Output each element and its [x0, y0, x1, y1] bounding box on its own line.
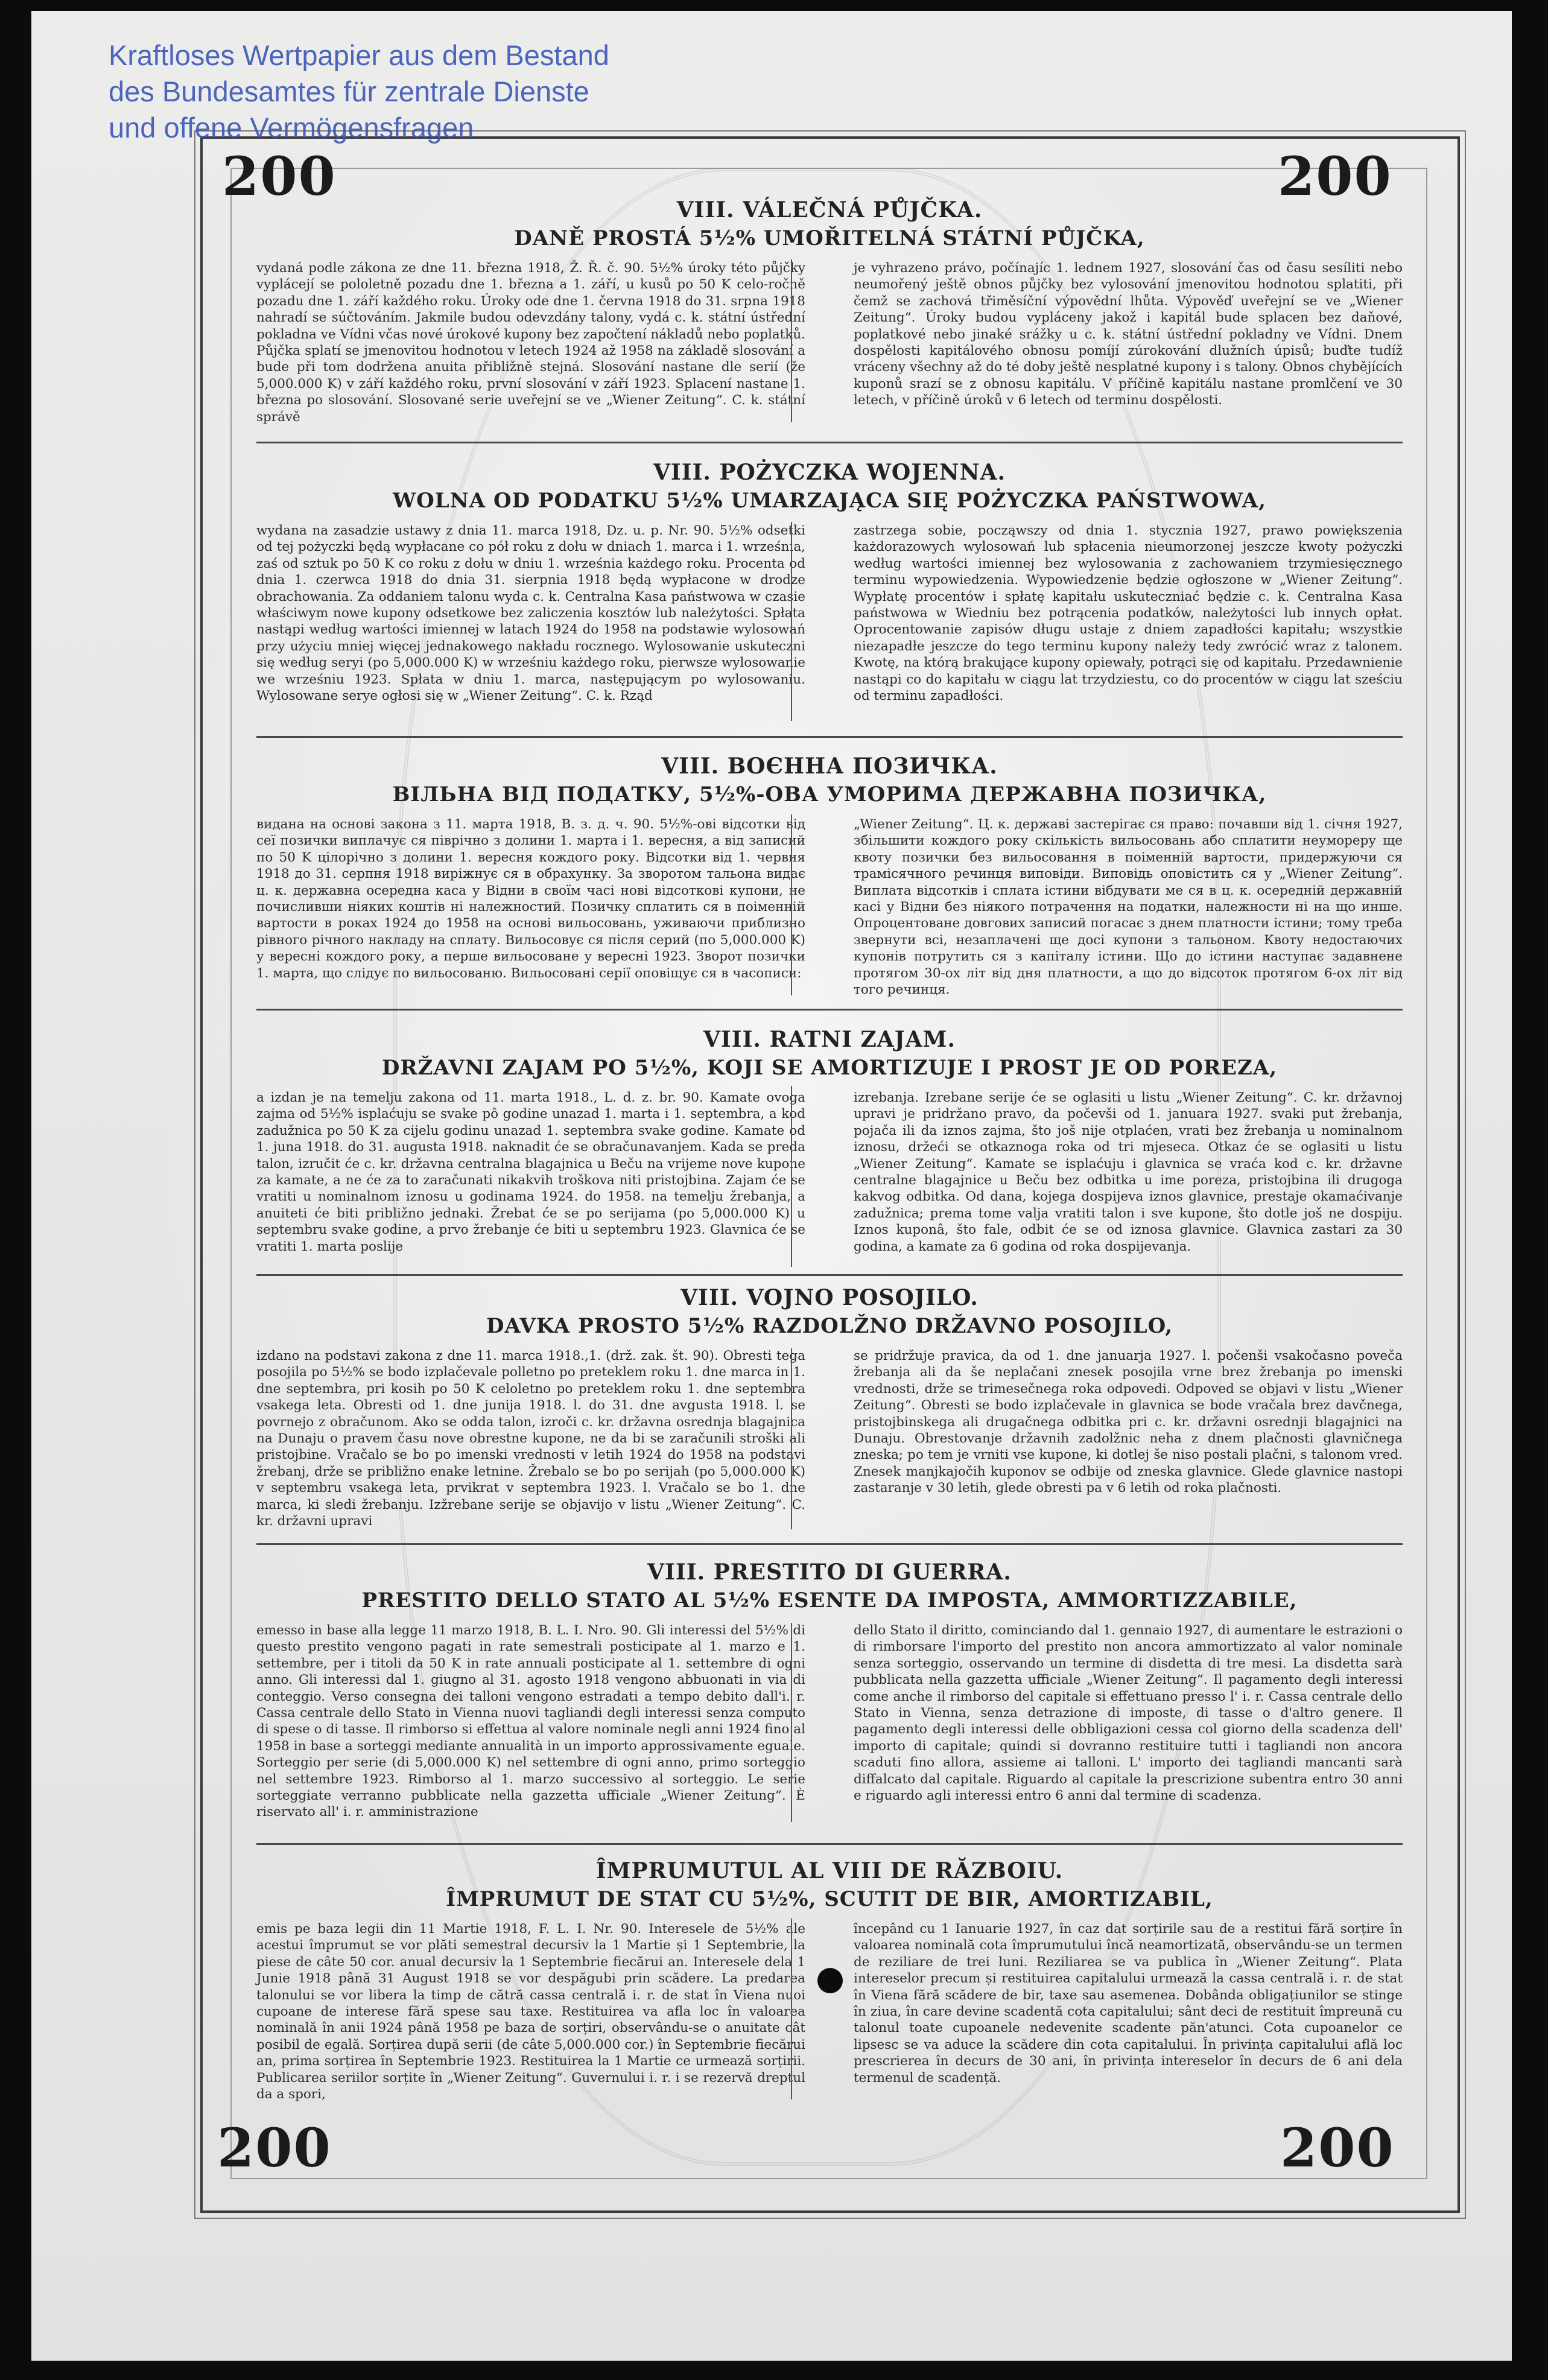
section-separator [256, 442, 1403, 443]
text-right: dello Stato il diritto, cominciando dal 1. gennaio 1927, di aumentare le estrazioni o di rimborsare l'importo del prestito non ancora ammortizzato al valor nominale senza sorteggio, osservando un termine di disdetta di tre mesi. La disdetta sarà pubblicata nella gazzetta ufficiale „Wiener Zeitung“. Il pagamento degli interessi come anche il rimborso del capitale si effettuano presso l' i. r. Cassa centrale dello Stato in Vienna, senza detrazione di imposte, di tasse o d'altro genere. Il pagamento degli interessi delle obbligazioni cessa col giorno della scadenza dell' importo di capitale; quindi si dovranno restituire tutti i tagliandi non ancora scaduti fino allora, assieme ai talloni. L' importo dei tagliandi mancanti sarà diffalcato dal capitale. Riguardo al capitale la prescrizione subentra entro 30 anni e riguardo agli interessi entro 6 anni dal termine di scadenza. [854, 1623, 1403, 1804]
column-divider [791, 1348, 792, 1529]
denomination-bottom-right: 200 [1280, 2116, 1395, 2179]
column-divider [791, 522, 792, 721]
column-divider [791, 1623, 792, 1822]
section-subtitle: WOLNA OD PODATKU 5½% UMARZAJĄCA SIĘ POŻYCZKA PAŃSTWOWA, [393, 489, 1266, 513]
section-title: VIII. VOJNO POSOJILO. [680, 1285, 979, 1310]
invalidation-stamp [109, 37, 772, 146]
section-title: VIII. PRESTITO DI GUERRA. [647, 1560, 1012, 1585]
section-subtitle: ВІЛЬНА ВІД ПОДАТКУ, 5½%-ОВА УМОРИМА ДЕРЖАВНА ПОЗИЧКА, [392, 782, 1267, 807]
column-divider [791, 814, 792, 995]
text-right: „Wiener Zeitung“. Ц. к. державі застерігає ся право: почавши від 1. січня 1927, збільшити кождого року скількість вильосовань або сплатити неумореру ще квоту позички без вильосовання в поіменній вартости, придержуючи ся трамісячного речинця виповіди. Виповідь оповістить ся у „Wiener Zeitung“. Виплата відсотків і сплата істини вібдувати ме ся в ц. к. осередній державній касі у Відни без ніякого потрачення на податки, належности ні на що инше. Опроцентоване довгових записий погасає з днем платности істини; тому треба звернути всі, незаплачені ще досі купони з тальоном. Квоту недостаючих купонів потрутить ся з капіталу істини. Що до істини наступає задавнене протягом 30-ох літ від дня платности, а що до відсоток протягом 6-ох літ від того речинця. [854, 817, 1403, 998]
section-polish [256, 459, 1403, 704]
section-title: VIII. POŻYCZKA WOJENNA. [653, 460, 1006, 485]
section-czech [256, 196, 1403, 425]
denomination-top-right: 200 [1278, 145, 1392, 208]
section-title: VIII. RATNI ZAJAM. [703, 1027, 956, 1052]
stamp-line-3: und offene Vermögensfragen [109, 112, 474, 144]
denomination-top-left: 200 [222, 145, 337, 208]
stamp-line-1: Kraftloses Wertpapier aus dem Bestand [109, 39, 609, 71]
section-separator [256, 1843, 1403, 1845]
text-right: je vyhrazeno právo, počínajíc 1. lednem 1927, slosování čas od času sesíliti nebo neumořený ještě obnos půjčky bez vylosování jmenovitou hodnotou splatiti, při čemž se zachová třiměsíční výpovědní lhůta. Výpověď uveřejní se ve „Wiener Zeitung“. Úroky budou vypláceny jakož i kapitál bude splacen bez daňové, poplatkové nebo jinaké srážky u c. k. státní ústřední pokladny ve Vídni. Dnem dospělosti kapitálového obnosu pomíjí zúrokování dlužních úpisů; buďte tudíž vráceny všechny až do té doby ještě nesplatné kupony i s talony. Obnos chybějících kuponů srazí se z obnosu kapitálu. V příčině kapitálu nastane promlčení ve 30 letech, v příčině úroků v 6 letech od terminu dospělosti. [854, 261, 1403, 408]
section-title: VIII. ВОЄННА ПОЗИЧКА. [661, 754, 998, 779]
text-left: emis pe baza legii din 11 Martie 1918, F. L. I. Nr. 90. Interesele de 5½% ale acestui împrumut se vor plăti semestral decursiv la 1 Martie și 1 Septembrie, la piese de câte 50 cor. anual decursiv la 1 Septembrie fiecărui an. Interesele dela 1 Junie 1918 până 31 August 1918 se vor despăgubi prin scădere. La predarea talonului se vor libera la timp de cătră cassa centrală i. r. de stat în Viena nuoi cupoane de interese fără spese sau taxe. Restituirea va afla loc în valoarea nominală în anii 1924 până 1958 pe baza de sorțiri, observându-se o anuitate cât posibil de egală. Sorțirea după serii (de câte 5,000.000 cor.) în Septembrie fiecărui an, prima sorțirea în Septembrie 1923. Restituirea la 1 Martie ce urmează sorțirii. Publicarea seriilor sorțite în „Wiener Zeitung“. Guvernului i. r. i se rezervă dreptul da a spori, [256, 1921, 805, 2102]
section-italian [256, 1558, 1403, 1821]
text-left: видана на основі закона з 11. марта 1918, В. з. д. ч. 90. 5½%-ові відсотки від сеї позички виплачує ся піврічно з долини 1. марта і 1. вересня, а від записий по 50 K цілорічно з долини 1. вересня кождого року. Відсотки від 1. червня 1918 до 31. серпня 1918 виріжнує ся в обрахунку. За зворотом тальона видає ц. к. державна осередна каса у Відни в своїм часі нові відсоткові купони, не почисливши ніяких коштів ні належностий. Позичку сплатить ся в поіменній вартости в роках 1924 до 1958 на основі вильосовань, уживаючи приблизно рівного річного накладу на сплату. Вильосовує ся після серий (по 5,000.000 K) у вересні кождого року, а перше вильосоване у вересні 1923. Зворот позички 1. марта, що слідує по вильосованю. Вильосовані серії оповіщує ся в часописи: [256, 817, 805, 981]
section-separator [256, 1009, 1403, 1011]
column-divider [791, 1918, 792, 2099]
stamp-line-2: des Bundesamtes für zentrale Dienste [109, 75, 589, 107]
text-right: zastrzega sobie, począwszy od dnia 1. stycznia 1927, prawo powiększenia każdorazowych wylosowań lub spłacenia nieumorzonej jeszcze kwoty pożyczki według wartości imiennej bez wylosowania z zachowaniem trzymiesięcznego terminu wypowiedzenia. Wypowiedzenie będzie ogłoszone w „Wiener Zeitung“. Wypłatę procentów i spłatę kapitału uskuteczniać będzie c. k. Centralna Kasa państwowa w Wiedniu bez potrącenia podatków, należytości lub innych opłat. Oprocentowanie zapisów długu ustaje z dniem zapadłości kapitału; wszystkie niezapadłe jeszcze do tego terminu kupony należy tedy zwrócić wraz z talonem. Kwotę, na którą brakujące kupony opiewały, potrąci się od kapitału. Przedawnienie nastąpi co do kapitału w ciągu lat trzydziestu, co do procentów w ciągu lat sześciu od terminu zapadłości. [854, 523, 1403, 704]
text-right: izrebanja. Izrebane serije će se oglasiti u listu „Wiener Zeitung“. C. kr. državnoj upravi je pridržano pravo, da počevši od 1. januara 1927. svaki put žrebanja, pojača ili da iznos zajma, što još nije otplaćen, vrati bez žrebanja u nominalnom iznosu, držeći se otkaznoga roka od tri mjeseca. Otkaz će se oglasiti u listu „Wiener Zeitung“. Kamate se isplaćuju i glavnica se vraća kod c. kr. državne centralne blagajnice u Beču bez odbitka u ime poreza, pristojbina ili drugoga kakvog odbitka. Od dana, kojega dospijeva iznos glavnice, prestaje okamaćivanje zadužnica; prema tome valja vratiti talon i sve kupone, što dotle još ne dospiju. Iznos kuponâ, što fale, odbit će se od iznosa glavnice. Glavnica zastari za 30 godina, a kamate za 6 godina od roka dospijevanja. [854, 1090, 1403, 1254]
section-slovene [256, 1284, 1403, 1529]
section-subtitle: DRŽAVNI ZAJAM PO 5½%, KOJI SE AMORTIZUJE I PROST JE OD POREZA, [381, 1056, 1278, 1080]
section-separator [256, 1274, 1403, 1276]
section-ukrainian [256, 752, 1403, 998]
punch-hole [817, 1968, 843, 1993]
text-left: a izdan je na temelju zakona od 11. marta 1918., L. d. z. br. 90. Kamate ovoga zajma od 5½% isplaćuju se svake pô godine unazad 1. marta i 1. septembra, a kod zadužnica po 50 K za cijelu godinu unazad 1. septembra svake godine. Kamate od 1. juna 1918. do 31. augusta 1918. naknadit će se obračunavanjem. Kada se preda talon, izručit će c. kr. državna centralna blagajnica u Beču na vrijeme nove kupone za kamate, a ne će za to zaračunati nikakvih troškova niti pristojbina. Zajam će se vratiti u nominalnom iznosu u godinama 1924. do 1958. na temelju žrebanja, a anuiteti će biti približno jednaki. Žrebat će se po serijama (po 5,000.000 K) u septembru svake godine, a prvo žrebanje će biti u septembru 1923. Glavnica će se vratiti 1. marta poslije [256, 1090, 805, 1254]
section-subtitle: ÎMPRUMUT DE STAT CU 5½%, SCUTIT DE BIR, AMORTIZABIL, [446, 1887, 1213, 1911]
section-subtitle: PRESTITO DELLO STATO AL 5½% ESENTE DA IMPOSTA, AMMORTIZZABILE, [361, 1588, 1298, 1613]
section-title: ÎMPRUMUTUL AL VIII DE RĂZBOIU. [595, 1858, 1064, 1883]
section-title: VIII. VÁLEČNÁ PŮJČKA. [676, 197, 983, 223]
text-right: începând cu 1 Ianuarie 1927, în caz dat sorțirile sau de a restitui fără sorțire în valoarea nominală cota împrumutului încă neamortizată, observându-se un termen de reziliare de trei luni. Reziliarea se va publica în „Wiener Zeitung“. Plata intereselor precum și restituirea capitalului urmează la cassa centrală i. r. de stat în Viena fără scădere de bir, taxe sau asemenea. Dobânda obligațiunilor se stinge în ziua, în care devine scadentă cota capitalului; sânt deci de restituit împreună cu talonul toate cupoanele nedevenite scadente păn'atunci. Cota cupoanelor ce lipsesc se va aduce la scădere din cota capitalului. În privința capitalului află loc prescrierea în decurs de 30 ani, în privința intereselor în decurs de 6 ani dela termenul de scadență. [854, 1921, 1403, 2086]
text-left: vydaná podle zákona ze dne 11. března 1918, Ž. Ř. č. 90. 5½% úroky této půjčky vyplácejí se pololetně pozadu dne 1. března a 1. září, u kusů po 50 K celo-ročně pozadu dne 1. září každého roku. Úroky ode dne 1. června 1918 do 31. srpna 1918 nahradí se súčtováním. Jakmile budou odevzdány talony, vydá c. k. státní ústřední pokladna ve Vídni včas nové úrokové kupony bez započtení nákladů nebo poplatků. Půjčka splatí se jmenovitou hodnotou v letech 1924 až 1958 na základě slosování a bude při tom dodržena anuita přibližně stejná. Slosování nastane dle serií (že 5,000.000 K) v září každého roku, první slosování v září 1923. Splacení nastane 1. března po slosování. Slosované serie uveřejní se ve „Wiener Zeitung“. C. k. státní správě [256, 261, 805, 425]
text-left: izdano na podstavi zakona z dne 11. marca 1918.,1. (drž. zak. št. 90). Obresti tega posojila po 5½% se bodo izplačevale polletno po preteklem roku 1. dne marca in 1. dne septembra, pri kosih po 50 K celoletno po preteklem roku 1. dne septembra vsakega leta. Obresti od 1. dne junija 1918. l. do 31. dne avgusta 1918. l. se povrnejo z obračunom. Ako se odda talon, izroči c. kr. državna osrednja blagajnica na Dunaju o pravem času nove obrestne kupone, ne da bi se zaračunili stroški ali pristojbine. Vračalo se bo po imenski vrednosti v letih 1924 do 1958 na podstavi žrebanj, drže se približno enake letnine. Žrebalo se bo po serijah (po 5,000.000 K) v septembru vsakega leta, prvikrat v septembra 1923. l. Vračalo se bo 1. dne marca, ki sledi žrebanju. Izžrebane serije se objavijo v listu „Wiener Zeitung“. C. kr. državni upravi [256, 1348, 805, 1529]
section-separator [256, 1543, 1403, 1545]
column-divider [791, 1086, 792, 1267]
section-subtitle: DAVKA PROSTO 5½% RAZDOLŽNO DRŽAVNO POSOJILO, [486, 1314, 1173, 1338]
column-divider [791, 259, 792, 422]
denomination-bottom-left: 200 [217, 2116, 332, 2179]
text-left: wydana na zasadzie ustawy z dnia 11. marca 1918, Dz. u. p. Nr. 90. 5½% odsetki od tej pożyczki będą wypłacane co pół roku z dołu w dniach 1. marca i 1. września, zaś od sztuk po 50 K co roku z dołu w dniu 1. września każdego roku. Procenta od dnia 1. czerwca 1918 do dnia 31. sierpnia 1918 będą wypłacone w drodze obrachowania. Za oddaniem talonu wyda c. k. Centralna Kasa państwowa w czasie właściwym nowe kupony odsetkowe bez zaliczenia kosztów lub należytości. Spłata nastąpi według wartości imiennej w latach 1924 do 1958 na podstawie wylosowań przy użyciu mniej więcej jednakowego nakładu rocznego. Wylosowanie uskuteczni się według seryi (po 5,000.000 K) w wrześniu każdego roku, pierwsze wylosowanie we wrześniu 1923. Spłata w dniu 1. marca, następującym po wylosowaniu. Wylosowane serye ogłosi się w „Wiener Zeitung“. C. k. Rząd [256, 523, 805, 704]
section-croatian [256, 1026, 1403, 1255]
section-separator [256, 736, 1403, 738]
section-subtitle: DANĚ PROSTÁ 5½% UMOŘITELNÁ STÁTNÍ PŮJČKA, [514, 226, 1145, 250]
text-left: emesso in base alla legge 11 marzo 1918, B. L. I. Nro. 90. Gli interessi del 5½% di questo prestito vengono pagati in rate semestrali posticipate al 1. marzo e 1. settembre, per i titoli da 50 K in rate annuali posticipate al 1. settembre di ogni anno. Gli interessi dal 1. giugno al 31. agosto 1918 vengono abbuonati in via di conteggio. Verso consegna dei talloni vengono estradati a tempo debito dall'i. r. Cassa centrale dello Stato in Vienna nuovi tagliandi degli interessi senza computo di spese o di tasse. Il rimborso si effettua al valore nominale negli anni 1924 fino al 1958 in base a sorteggi mediante annualità in un importo approssivamente eguale. Sorteggio per serie (di 5,000.000 K) nel settembre di ogni anno, primo sorteggio nel settembre 1923. Rimborso al 1. marzo successivo al sorteggio. Le serie sorteggiate verranno pubblicate nella gazzetta ufficiale „Wiener Zeitung“. È riservato all' i. r. amministrazione [256, 1623, 805, 1820]
text-right: se pridržuje pravica, da od 1. dne januarja 1927. l. počenši vsakočasno poveča žrebanja ali da še neplačani znesek posojila vrne brez žrebanja po imenski vrednosti, drže se trimesečnega roka odpovedi. Odpoved se objavi v listu „Wiener Zeitung“. Obresti se bodo izplačevale in glavnica se bode vračala brez davčnega, pristojbinskega ali drugačnega odbitka pri c. kr. državni osrednji blagajnici na Dunaju. Obrestovanje državnih zadolžnic neha z dnem plačnosti glavničnega zneska; po tem je vrniti vse kupone, ki dotlej še niso postali plačni, s talonom vred. Znesek manjkajočih kuponov se odbije od zneska glavnice. Glede glavnice nastopi zastaranje v 30 letih, glede obresti pa v 6 letih od roka plačnosti. [854, 1348, 1403, 1496]
